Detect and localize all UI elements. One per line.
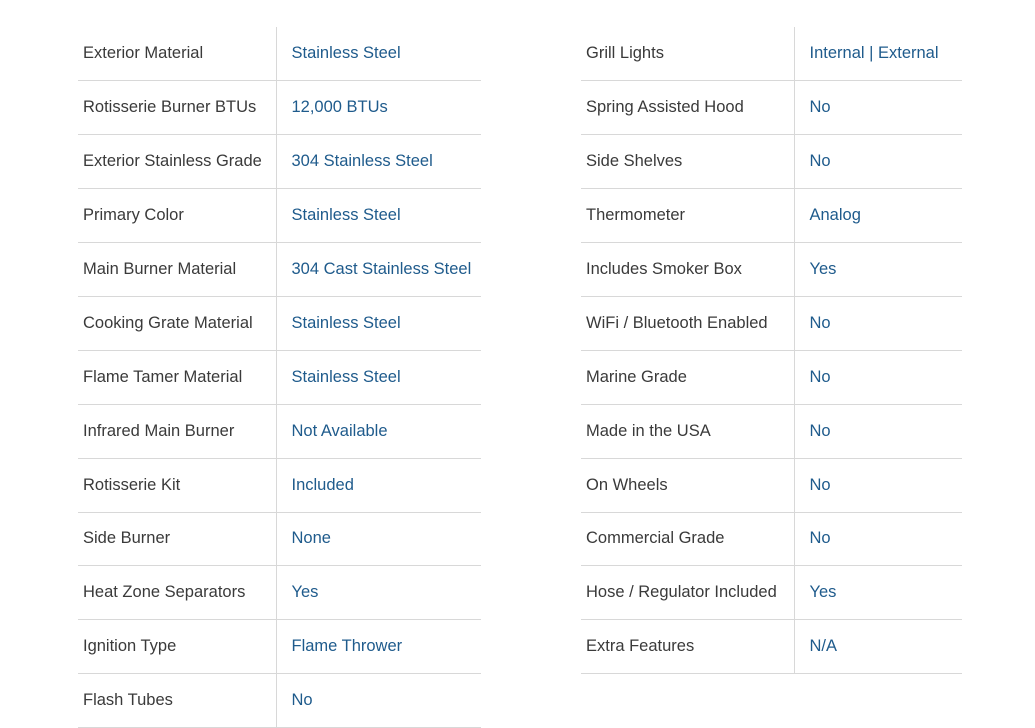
spec-label: On Wheels bbox=[581, 458, 794, 512]
spec-value: Not Available bbox=[291, 421, 388, 440]
spec-row bbox=[78, 27, 481, 81]
spec-value: Internal | External bbox=[809, 44, 939, 63]
spec-value: 304 Cast Stainless Steel bbox=[291, 260, 472, 278]
spec-value: Yes bbox=[809, 583, 837, 602]
spec-label: Side Burner bbox=[78, 512, 276, 566]
spec-row bbox=[581, 404, 962, 458]
spec-row bbox=[581, 81, 962, 135]
spec-label: Cooking Grate Material bbox=[78, 296, 276, 350]
spec-value: No bbox=[809, 529, 831, 548]
spec-row bbox=[78, 350, 481, 404]
spec-value: Stainless Steel bbox=[291, 313, 401, 332]
spec-label: Spring Assisted Hood bbox=[581, 81, 794, 135]
spec-row bbox=[581, 27, 962, 81]
spec-row bbox=[581, 189, 962, 243]
spec-label: Includes Smoker Box bbox=[581, 243, 794, 297]
spec-value: No bbox=[291, 691, 313, 710]
spec-row bbox=[78, 296, 481, 350]
spec-label: Grill Lights bbox=[581, 27, 794, 81]
spec-label: Exterior Material bbox=[78, 27, 276, 81]
spec-row bbox=[581, 566, 962, 620]
spec-value: Yes bbox=[809, 260, 837, 278]
spec-value: Stainless Steel bbox=[291, 367, 401, 386]
spec-value: Flame Thrower bbox=[291, 637, 403, 656]
left-spec-table-body bbox=[78, 27, 481, 728]
spec-label: Flame Tamer Material bbox=[78, 350, 276, 404]
spec-row bbox=[78, 566, 481, 620]
spec-row bbox=[78, 189, 481, 243]
spec-label: Ignition Type bbox=[78, 620, 276, 674]
spec-label: Primary Color bbox=[78, 189, 276, 243]
spec-value: Analog bbox=[809, 206, 861, 225]
spec-value: N/A bbox=[809, 637, 838, 656]
left-spec-table bbox=[78, 27, 481, 728]
spec-row bbox=[581, 620, 962, 674]
spec-value: Yes bbox=[291, 583, 319, 602]
spec-label: Thermometer bbox=[581, 189, 794, 243]
spec-row bbox=[581, 296, 962, 350]
spec-label: Main Burner Material bbox=[78, 243, 276, 297]
spec-label: Marine Grade bbox=[581, 350, 794, 404]
spec-value: No bbox=[809, 367, 831, 386]
spec-label: Rotisserie Kit bbox=[78, 458, 276, 512]
spec-label: Commercial Grade bbox=[581, 512, 794, 566]
spec-label: Side Shelves bbox=[581, 135, 794, 189]
spec-row bbox=[581, 135, 962, 189]
spec-row bbox=[581, 243, 962, 297]
spec-row bbox=[78, 674, 481, 728]
spec-row bbox=[78, 81, 481, 135]
spec-value: No bbox=[809, 313, 831, 332]
spec-row bbox=[78, 458, 481, 512]
spec-label: Made in the USA bbox=[581, 404, 794, 458]
spec-value: 12,000 BTUs bbox=[291, 98, 388, 117]
right-spec-table-body bbox=[581, 27, 962, 674]
spec-label: Hose / Regulator Included bbox=[581, 566, 794, 620]
spec-value: 304 Stainless Steel bbox=[291, 152, 433, 171]
spec-label: WiFi / Bluetooth Enabled bbox=[581, 296, 794, 350]
spec-row bbox=[78, 243, 481, 297]
spec-row bbox=[78, 620, 481, 674]
right-spec-table bbox=[581, 27, 962, 674]
spec-row bbox=[78, 404, 481, 458]
spec-value: No bbox=[809, 152, 831, 171]
spec-value: Included bbox=[291, 475, 354, 494]
spec-row bbox=[78, 135, 481, 189]
spec-label: Exterior Stainless Grade bbox=[78, 135, 276, 189]
spec-row bbox=[581, 512, 962, 566]
spec-value: No bbox=[809, 421, 831, 440]
spec-row bbox=[581, 458, 962, 512]
spec-label: Extra Features bbox=[581, 620, 794, 674]
spec-value: Stainless Steel bbox=[291, 206, 401, 225]
spec-row bbox=[581, 350, 962, 404]
spec-label: Heat Zone Separators bbox=[78, 566, 276, 620]
spec-row bbox=[78, 512, 481, 566]
spec-value: Stainless Steel bbox=[291, 44, 401, 63]
spec-value: None bbox=[291, 529, 331, 548]
spec-value: No bbox=[809, 98, 831, 117]
spec-value: No bbox=[809, 475, 831, 494]
spec-label: Rotisserie Burner BTUs bbox=[78, 81, 276, 135]
spec-label: Infrared Main Burner bbox=[78, 404, 276, 458]
spec-label: Flash Tubes bbox=[78, 674, 276, 728]
